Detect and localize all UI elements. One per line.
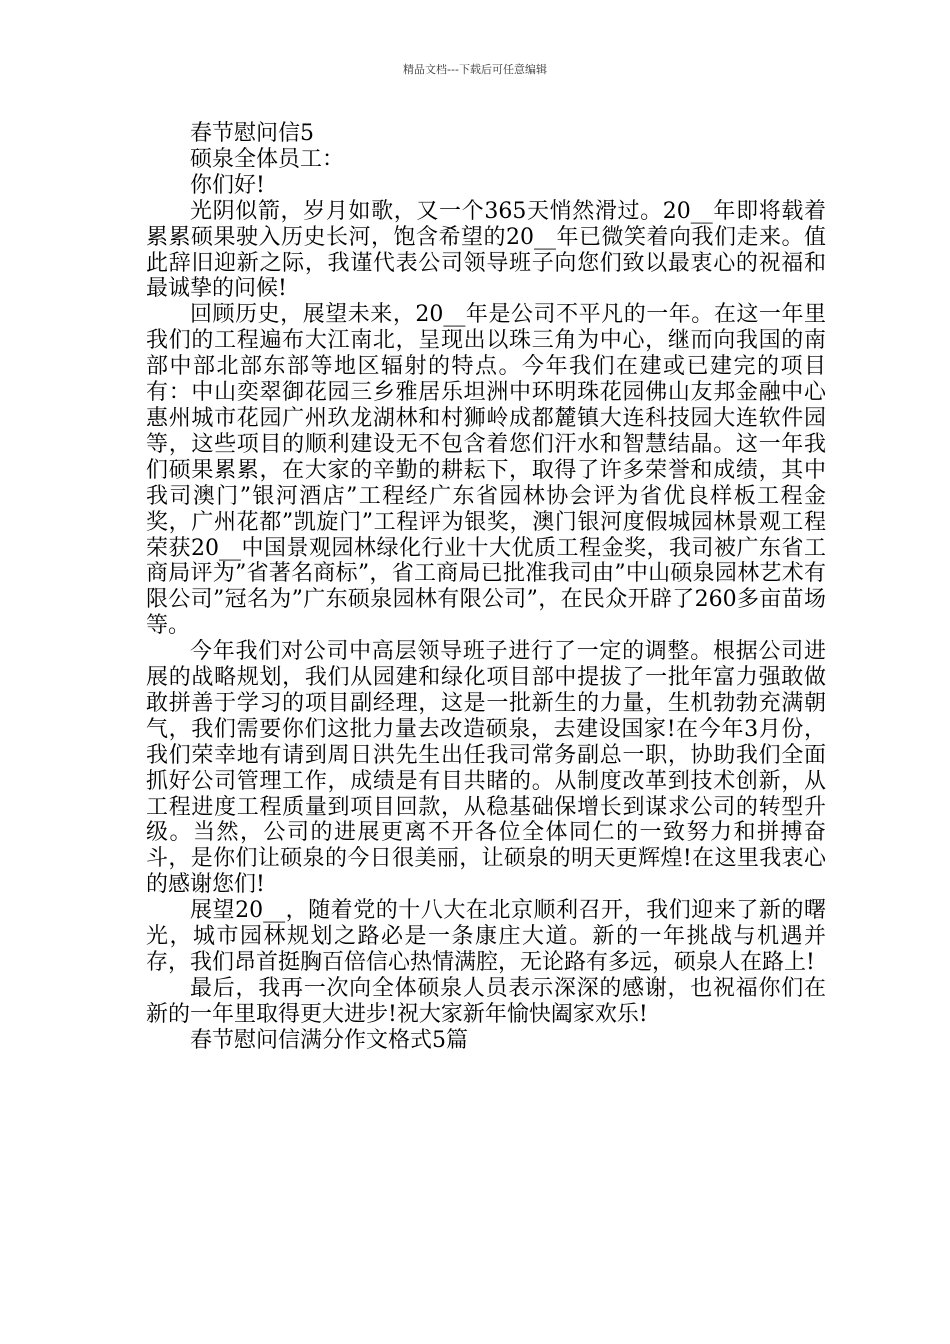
letter-body (146, 121, 826, 1054)
paragraph-intro: 光阴似箭，岁月如歌，又一个365天悄然滑过。20__年即将载着累累硕果驶入历史长河，饱含希望的20__年已微笑着向我们走来。值此辞旧迎新之际，我谨代表公司领导班子向您们致以最衷心的祝福和最诚挚的问候! (146, 198, 826, 302)
paragraph-outlook: 展望20__，随着党的十八大在北京顺利召开，我们迎来了新的曙光，城市园林规划之路必是一条康庄大道。新的一年挑战与机遇并存，我们昂首挺胸百倍信心热情满腔，无论路有多远，硕泉人在路上! (146, 898, 826, 975)
paragraph-review: 回顾历史，展望未来，20__年是公司不平凡的一年。在这一年里我们的工程遍布大江南北，呈现出以珠三角为中心，继而向我国的南部中部北部东部等地区辐射的特点。今年我们在建或已建完的项目有：中山奕翠御花园三乡雅居乐坦洲中环明珠花园佛山友邦金融中心惠州城市花园广州玖龙湖林和村狮岭成都麓镇大连科技园大连软件园等，这些项目的顺利建设无不包含着您们汗水和智慧结晶。这一年我们硕果累累，在大家的辛勤的耕耘下，取得了许多荣誉和成绩，其中我司澳门”银河酒店”工程经广东省园林协会评为省优良样板工程金奖，广州花都”凯旋门”工程评为银奖，澳门银河度假城园林景观工程荣获20__中国景观园林绿化行业十大优质工程金奖，我司被广东省工商局评为”省著名商标”，省工商局已批准我司由”中山硕泉园林艺术有限公司”冠名为”广东硕泉园林有限公司”，在民众开辟了260多亩苗场等。 (146, 302, 826, 639)
paragraph-footer-title: 春节慰问信满分作文格式5篇 (190, 1027, 468, 1053)
paragraph-closing: 最后，我再一次向全体硕泉人员表示深深的感谢，也祝福你们在新的一年里取得更大进步!祝大家新年愉快阖家欢乐! (146, 975, 826, 1027)
letter-greeting: 你们好! (190, 172, 265, 198)
paragraph-leadership: 今年我们对公司中高层领导班子进行了一定的调整。根据公司进展的战略规划，我们从园建和绿化项目部中提拔了一批年富力强敢做敢拼善于学习的项目副经理，这是一批新生的力量，生机勃勃充满朝气，我们需要你们这批力量去改造硕泉，去建设国家!在今年3月份，我们荣幸地有请到周日洪先生出任我司常务副总一职，协助我们全面抓好公司管理工作，成绩是有目共睹的。从制度改革到技术创新，从工程进度工程质量到项目回款，从稳基础保增长到谋求公司的转型升级。当然，公司的进展更离不开各位全体同仁的一致努力和拼搏奋斗，是你们让硕泉的今日很美丽，让硕泉的明天更辉煌!在这里我衷心的感谢您们! (146, 639, 826, 898)
page-header: 精品文档---下载后可任意编辑 (403, 63, 547, 76)
letter-title: 春节慰问信5 (190, 121, 314, 146)
letter-salutation: 硕泉全体员工： (190, 146, 345, 172)
